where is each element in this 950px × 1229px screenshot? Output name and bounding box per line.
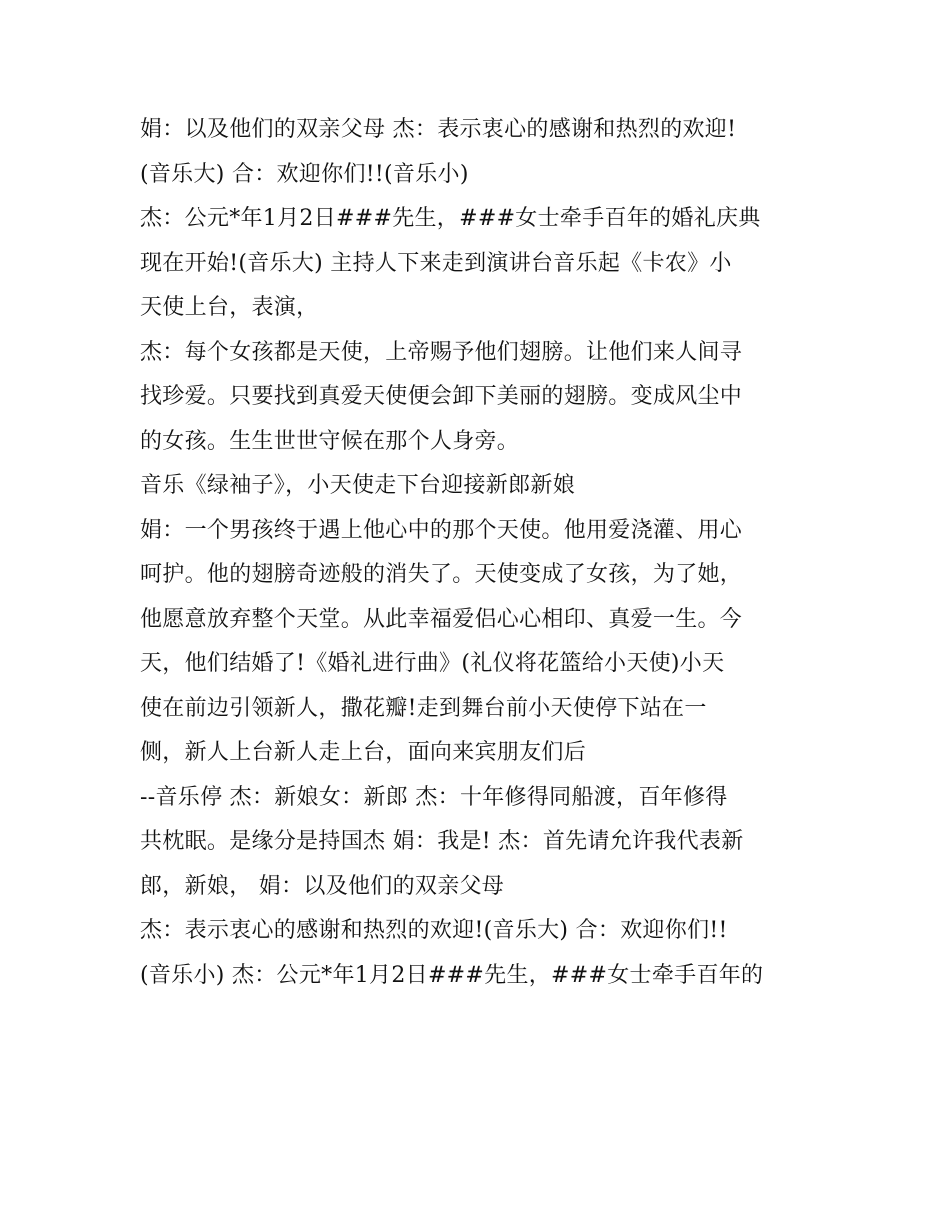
text-line: 杰：公元*年1月2日###先生，###女士牵手百年的婚礼庆典: [140, 206, 761, 231]
text-line: 找珍爱。只要找到真爱天使便会卸下美丽的翅膀。变成风尘中: [140, 384, 743, 409]
document-body: [140, 108, 820, 998]
text-line: 天使上台，表演，: [140, 295, 319, 320]
text-line: 现在开始!(音乐大) 主持人下来走到演讲台音乐起《卡农》小: [140, 250, 732, 276]
text-line: 娟：以及他们的双亲父母 杰：表示衷心的感谢和热烈的欢迎!: [140, 117, 737, 142]
text-line: 音乐《绿袖子》，小天使走下台迎接新郎新娘: [140, 473, 576, 498]
text-line: 呵护。他的翅膀奇迹般的消失了。天使变成了女孩，为了她，: [140, 562, 743, 587]
text-line: 天，他们结婚了!《婚礼进行曲》(礼仪将花篮给小天使)小天: [140, 651, 725, 676]
text-line: 使在前边引领新人，撒花瓣!走到舞台前小天使停下站在一: [140, 695, 707, 721]
text-line: 郎，新娘， 娟：以及他们的双亲父母: [140, 873, 505, 899]
text-line: 共枕眠。是缘分是持国杰 娟：我是! 杰：首先请允许我代表新: [140, 829, 744, 854]
text-line: 娟：一个男孩终于遇上他心中的那个天使。他用爱浇灌、用心: [140, 517, 743, 543]
text-line: 他愿意放弃整个天堂。从此幸福爱侣心心相印、真爱一生。今: [140, 606, 743, 632]
text-line: 侧，新人上台新人走上台，面向来宾朋友们后: [140, 740, 587, 765]
text-line: (音乐小) 杰：公元*年1月2日###先生，###女士牵手百年的: [140, 962, 764, 988]
text-line: 的女孩。生生世世守候在那个人身旁。: [140, 428, 520, 454]
text-line: (音乐大) 合：欢迎你们!!(音乐小): [140, 161, 469, 187]
text-line: --音乐停 杰：新娘女：新郎 杰：十年修得同船渡，百年修得: [140, 784, 728, 810]
text-line: 杰：每个女孩都是天使，上帝赐予他们翅膀。让他们来人间寻: [140, 339, 743, 365]
text-line: 杰：表示衷心的感谢和热烈的欢迎!(音乐大) 合：欢迎你们!!: [140, 918, 728, 943]
